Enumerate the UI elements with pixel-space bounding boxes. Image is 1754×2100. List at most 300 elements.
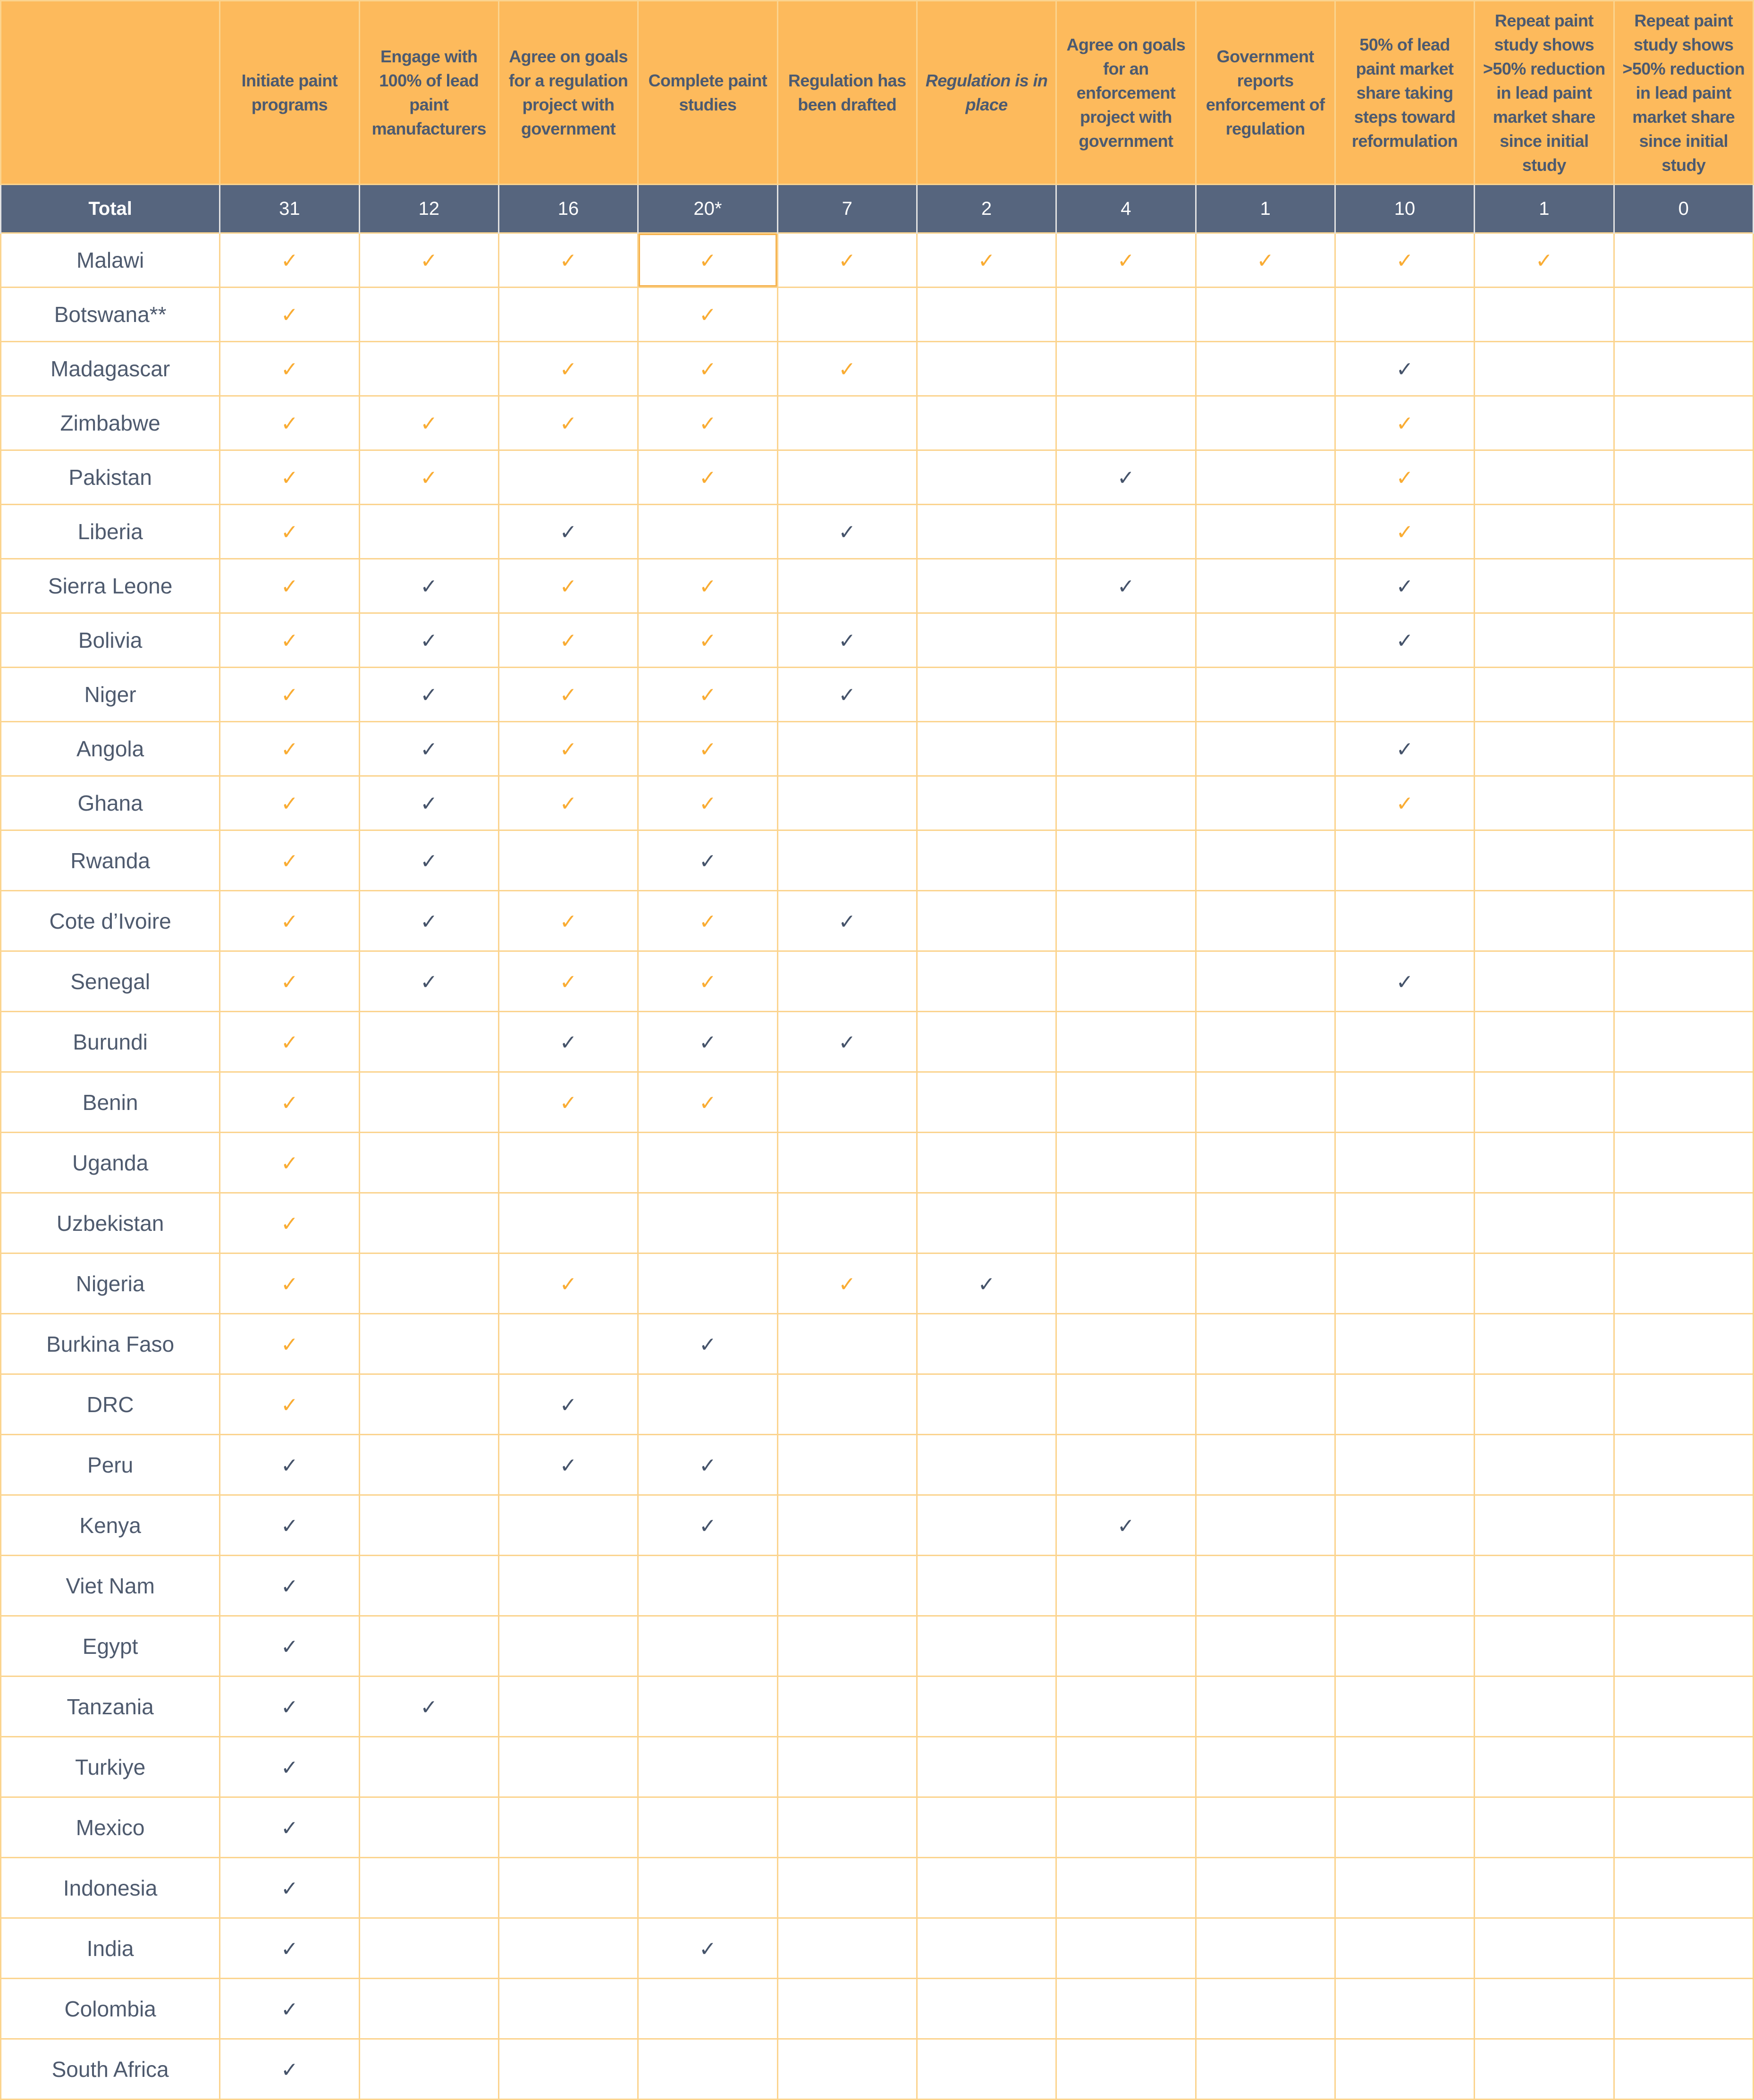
status-cell: [1056, 1133, 1196, 1193]
status-cell: [638, 288, 777, 342]
status-cell: [1475, 1979, 1614, 2039]
country-name: Cote d’Ivoire: [1, 891, 220, 951]
status-cell: [1196, 951, 1335, 1012]
status-cell: [777, 1435, 917, 1495]
country-name: Burkina Faso: [1, 1314, 220, 1374]
status-cell: [777, 450, 917, 505]
status-cell: [1056, 1556, 1196, 1616]
status-cell: [1335, 1797, 1474, 1858]
navy-check-icon: ✓: [1396, 629, 1414, 653]
orange-check-icon: ✓: [280, 1211, 298, 1236]
status-cell: [1335, 559, 1474, 613]
status-cell: [220, 1737, 359, 1797]
navy-check-icon: ✓: [838, 520, 856, 544]
status-cell: [777, 1072, 917, 1133]
status-cell: [498, 1556, 638, 1616]
country-row: [1, 951, 1754, 1012]
status-cell: [917, 951, 1056, 1012]
status-cell: [638, 722, 777, 776]
status-cell: [1335, 951, 1474, 1012]
country-row: [1, 342, 1754, 396]
status-cell: [1614, 1677, 1753, 1737]
orange-check-icon: ✓: [1396, 412, 1414, 436]
status-cell: [638, 1193, 777, 1253]
status-cell: [1056, 668, 1196, 722]
status-cell: [1196, 396, 1335, 450]
status-cell: [1335, 1133, 1474, 1193]
status-cell: [917, 1797, 1056, 1858]
column-header-6: Regulation is in place: [917, 1, 1056, 185]
orange-check-icon: ✓: [280, 1030, 298, 1055]
status-cell: [1056, 1193, 1196, 1253]
status-cell: [1335, 505, 1474, 559]
status-cell: [498, 1374, 638, 1435]
status-cell: [1335, 1072, 1474, 1133]
country-name: Liberia: [1, 505, 220, 559]
status-cell: [359, 559, 498, 613]
status-cell: [1475, 559, 1614, 613]
status-cell: [1196, 288, 1335, 342]
status-cell: [917, 830, 1056, 891]
orange-check-icon: ✓: [699, 1091, 717, 1115]
navy-check-icon: ✓: [280, 2058, 298, 2082]
country-name: Benin: [1, 1072, 220, 1133]
status-cell: [917, 288, 1056, 342]
status-cell: [777, 951, 917, 1012]
status-cell: [917, 559, 1056, 613]
orange-check-icon: ✓: [280, 1272, 298, 1296]
status-cell: [1614, 1918, 1753, 1979]
status-cell: [638, 2039, 777, 2100]
status-cell: [1335, 1677, 1474, 1737]
status-cell: [917, 1495, 1056, 1556]
status-cell: [1614, 1495, 1753, 1556]
status-cell: [1475, 2039, 1614, 2100]
status-cell: [498, 559, 638, 613]
status-cell: [638, 1133, 777, 1193]
country-row: [1, 1314, 1754, 1374]
orange-check-icon: ✓: [280, 1393, 298, 1417]
status-cell: [638, 396, 777, 450]
status-cell: [359, 776, 498, 830]
status-cell: [220, 1193, 359, 1253]
status-cell: [1614, 951, 1753, 1012]
status-cell: [1196, 1858, 1335, 1918]
status-cell: [917, 1737, 1056, 1797]
status-cell: [638, 1072, 777, 1133]
status-cell: [917, 613, 1056, 668]
status-cell: [220, 1435, 359, 1495]
status-cell: [777, 1737, 917, 1797]
country-row: [1, 891, 1754, 951]
total-value-11: 0: [1614, 185, 1753, 233]
status-cell: [1614, 1797, 1753, 1858]
orange-check-icon: ✓: [280, 412, 298, 436]
status-cell: [638, 668, 777, 722]
status-cell: [1196, 559, 1335, 613]
status-cell: [359, 288, 498, 342]
status-cell: [359, 1314, 498, 1374]
status-cell: [1614, 1012, 1753, 1072]
status-cell: [1475, 505, 1614, 559]
column-header-11: Repeat paint study shows >50% reduction in lead paint market share since initial study: [1614, 1, 1753, 185]
status-cell: [220, 233, 359, 288]
status-cell: [638, 1858, 777, 1918]
country-row: [1, 1616, 1754, 1677]
status-cell: [638, 1918, 777, 1979]
status-cell: [498, 776, 638, 830]
navy-check-icon: ✓: [559, 1453, 577, 1478]
status-cell: [1196, 2039, 1335, 2100]
orange-check-icon: ✓: [1396, 520, 1414, 544]
status-cell: [359, 1677, 498, 1737]
status-cell: [1335, 1556, 1474, 1616]
status-cell: [1475, 951, 1614, 1012]
status-cell: [359, 1374, 498, 1435]
status-cell: [1056, 450, 1196, 505]
status-cell: [1056, 2039, 1196, 2100]
status-cell: [1475, 613, 1614, 668]
navy-check-icon: ✓: [420, 792, 438, 816]
status-cell: [917, 1374, 1056, 1435]
navy-check-icon: ✓: [838, 909, 856, 934]
status-cell: [638, 951, 777, 1012]
country-name: DRC: [1, 1374, 220, 1435]
status-cell: [1196, 1193, 1335, 1253]
navy-check-icon: ✓: [838, 629, 856, 653]
status-cell: [1335, 1374, 1474, 1435]
orange-check-icon: ✓: [559, 575, 577, 599]
navy-check-icon: ✓: [280, 1997, 298, 2022]
status-cell: [1196, 342, 1335, 396]
country-name: Tanzania: [1, 1677, 220, 1737]
status-cell: [1475, 342, 1614, 396]
status-cell: [498, 1979, 638, 2039]
navy-check-icon: ✓: [699, 849, 717, 873]
status-cell: [498, 1616, 638, 1677]
orange-check-icon: ✓: [280, 629, 298, 653]
status-cell: [638, 505, 777, 559]
orange-check-icon: ✓: [559, 683, 577, 707]
country-name: Mexico: [1, 1797, 220, 1858]
orange-check-icon: ✓: [559, 909, 577, 934]
orange-check-icon: ✓: [1396, 466, 1414, 490]
country-row: [1, 1435, 1754, 1495]
country-row: [1, 288, 1754, 342]
country-row: [1, 722, 1754, 776]
orange-check-icon: ✓: [420, 466, 438, 490]
status-cell: [777, 233, 917, 288]
status-cell: [1614, 1979, 1753, 2039]
navy-check-icon: ✓: [699, 1030, 717, 1055]
navy-check-icon: ✓: [838, 683, 856, 707]
status-cell: [1056, 1253, 1196, 1314]
total-value-2: 12: [359, 185, 498, 233]
status-cell: [498, 1677, 638, 1737]
status-cell: [1056, 951, 1196, 1012]
status-cell: [1196, 613, 1335, 668]
status-cell: [1056, 559, 1196, 613]
status-cell: [1335, 1979, 1474, 2039]
country-row: [1, 1858, 1754, 1918]
status-cell: [777, 2039, 917, 2100]
country-row: [1, 1133, 1754, 1193]
country-name: Colombia: [1, 1979, 220, 2039]
status-cell: [917, 1133, 1056, 1193]
country-row: [1, 450, 1754, 505]
status-cell: [498, 951, 638, 1012]
status-cell: [1196, 1374, 1335, 1435]
status-cell: [1475, 1858, 1614, 1918]
country-name: Senegal: [1, 951, 220, 1012]
status-cell: [220, 505, 359, 559]
status-cell: [777, 1918, 917, 1979]
country-name: Angola: [1, 722, 220, 776]
country-row: [1, 1979, 1754, 2039]
navy-check-icon: ✓: [978, 1272, 995, 1296]
status-cell: [638, 830, 777, 891]
country-row: [1, 1677, 1754, 1737]
status-cell: [1335, 233, 1474, 288]
status-cell: [498, 1072, 638, 1133]
status-cell: [917, 1918, 1056, 1979]
status-cell: [1614, 668, 1753, 722]
orange-check-icon: ✓: [699, 909, 717, 934]
status-cell: [1056, 1979, 1196, 2039]
status-cell: [777, 891, 917, 951]
status-cell: [917, 450, 1056, 505]
country-name: Indonesia: [1, 1858, 220, 1918]
status-cell: [917, 1012, 1056, 1072]
status-cell: [498, 505, 638, 559]
status-cell: [220, 891, 359, 951]
total-value-4: 20*: [638, 185, 777, 233]
status-cell: [638, 1495, 777, 1556]
status-cell: [1614, 2039, 1753, 2100]
status-cell: [1335, 722, 1474, 776]
status-cell: [917, 1314, 1056, 1374]
status-cell: [777, 288, 917, 342]
navy-check-icon: ✓: [280, 1816, 298, 1840]
status-cell: [777, 1797, 917, 1858]
status-cell: [1196, 1677, 1335, 1737]
status-cell: [1196, 505, 1335, 559]
orange-check-icon: ✓: [699, 792, 717, 816]
status-cell: [1196, 1495, 1335, 1556]
country-name: Zimbabwe: [1, 396, 220, 450]
status-cell: [1196, 668, 1335, 722]
status-cell: [1475, 668, 1614, 722]
status-cell: [220, 1858, 359, 1918]
country-name: Uganda: [1, 1133, 220, 1193]
status-cell: [1196, 1072, 1335, 1133]
status-cell: [1335, 1253, 1474, 1314]
status-cell: [220, 613, 359, 668]
navy-check-icon: ✓: [280, 1937, 298, 1961]
status-cell: [498, 2039, 638, 2100]
navy-check-icon: ✓: [838, 1030, 856, 1055]
status-cell: [1056, 722, 1196, 776]
status-cell: [1335, 288, 1474, 342]
status-cell: [359, 1737, 498, 1797]
status-cell: [1196, 1314, 1335, 1374]
country-row: [1, 1253, 1754, 1314]
status-cell: [1614, 1374, 1753, 1435]
status-cell: [220, 722, 359, 776]
country-row: [1, 2039, 1754, 2100]
column-header-8: Government reports enforcement of regulation: [1196, 1, 1335, 185]
status-cell: [1335, 891, 1474, 951]
status-cell: [359, 1193, 498, 1253]
country-row: [1, 668, 1754, 722]
status-cell: [1056, 342, 1196, 396]
status-cell: [220, 951, 359, 1012]
status-cell: [498, 722, 638, 776]
status-cell: [498, 1435, 638, 1495]
status-cell: [1335, 1858, 1474, 1918]
status-cell: [498, 1314, 638, 1374]
status-cell: [498, 396, 638, 450]
status-cell: [777, 505, 917, 559]
country-row: [1, 559, 1754, 613]
orange-check-icon: ✓: [978, 249, 995, 273]
status-cell: [777, 1616, 917, 1677]
status-cell: [498, 1737, 638, 1797]
navy-check-icon: ✓: [1396, 575, 1414, 599]
country-row: [1, 1797, 1754, 1858]
status-cell: [1056, 1858, 1196, 1918]
status-cell: [1614, 233, 1753, 288]
column-header-1: Initiate paint programs: [220, 1, 359, 185]
status-cell: [220, 2039, 359, 2100]
status-cell: [1056, 1435, 1196, 1495]
status-cell: [1335, 450, 1474, 505]
status-cell: [1056, 1495, 1196, 1556]
status-cell: [359, 505, 498, 559]
navy-check-icon: ✓: [420, 1695, 438, 1719]
status-cell: [1475, 1193, 1614, 1253]
status-cell: [1335, 1012, 1474, 1072]
orange-check-icon: ✓: [1396, 249, 1414, 273]
navy-check-icon: ✓: [559, 520, 577, 544]
status-cell: [1614, 891, 1753, 951]
navy-check-icon: ✓: [420, 737, 438, 762]
status-cell: [220, 1797, 359, 1858]
status-cell: [1475, 1616, 1614, 1677]
country-name: Pakistan: [1, 450, 220, 505]
navy-check-icon: ✓: [280, 1755, 298, 1780]
status-cell: [220, 1314, 359, 1374]
status-cell: [917, 1858, 1056, 1918]
status-cell: [917, 396, 1056, 450]
status-cell: [1614, 1314, 1753, 1374]
status-cell: [1614, 342, 1753, 396]
navy-check-icon: ✓: [280, 1453, 298, 1478]
orange-check-icon: ✓: [280, 575, 298, 599]
orange-check-icon: ✓: [559, 249, 577, 273]
status-cell: [638, 613, 777, 668]
status-cell: [1475, 450, 1614, 505]
status-cell: [1196, 1435, 1335, 1495]
country-row: [1, 1374, 1754, 1435]
orange-check-icon: ✓: [280, 683, 298, 707]
status-cell: [777, 776, 917, 830]
status-cell: [1335, 396, 1474, 450]
status-cell: [359, 342, 498, 396]
country-name: Ghana: [1, 776, 220, 830]
status-cell: [1056, 1072, 1196, 1133]
navy-check-icon: ✓: [1117, 575, 1135, 599]
column-header-3: Agree on goals for a regulation project with government: [498, 1, 638, 185]
status-cell: [638, 233, 777, 288]
status-cell: [1196, 1797, 1335, 1858]
orange-check-icon: ✓: [280, 849, 298, 873]
status-cell: [917, 776, 1056, 830]
navy-check-icon: ✓: [420, 849, 438, 873]
status-cell: [498, 1012, 638, 1072]
total-value-7: 4: [1056, 185, 1196, 233]
orange-check-icon: ✓: [280, 970, 298, 994]
status-cell: [917, 2039, 1056, 2100]
status-cell: [498, 668, 638, 722]
status-cell: [1335, 1918, 1474, 1979]
status-cell: [1335, 1435, 1474, 1495]
status-cell: [777, 1314, 917, 1374]
orange-check-icon: ✓: [838, 1272, 856, 1296]
navy-check-icon: ✓: [280, 1514, 298, 1538]
orange-check-icon: ✓: [559, 792, 577, 816]
orange-check-icon: ✓: [699, 357, 717, 381]
country-row: [1, 613, 1754, 668]
country-row: [1, 776, 1754, 830]
status-cell: [1196, 830, 1335, 891]
orange-check-icon: ✓: [280, 909, 298, 934]
status-cell: [777, 613, 917, 668]
orange-check-icon: ✓: [280, 249, 298, 273]
status-cell: [1475, 1012, 1614, 1072]
status-cell: [777, 830, 917, 891]
status-cell: [1196, 1556, 1335, 1616]
status-cell: [359, 1979, 498, 2039]
orange-check-icon: ✓: [280, 737, 298, 762]
navy-check-icon: ✓: [280, 1695, 298, 1719]
status-cell: [498, 1193, 638, 1253]
country-row: [1, 1495, 1754, 1556]
status-cell: [1614, 288, 1753, 342]
status-cell: [1475, 1797, 1614, 1858]
country-name: Botswana**: [1, 288, 220, 342]
total-value-3: 16: [498, 185, 638, 233]
status-cell: [359, 396, 498, 450]
navy-check-icon: ✓: [1396, 357, 1414, 381]
orange-check-icon: ✓: [1396, 792, 1414, 816]
status-cell: [1196, 776, 1335, 830]
status-cell: [1335, 1616, 1474, 1677]
status-cell: [777, 1979, 917, 2039]
status-cell: [1196, 1918, 1335, 1979]
status-cell: [1475, 1495, 1614, 1556]
navy-check-icon: ✓: [559, 1393, 577, 1417]
status-cell: [917, 1677, 1056, 1737]
status-cell: [917, 668, 1056, 722]
status-cell: [777, 1374, 917, 1435]
orange-check-icon: ✓: [280, 1151, 298, 1176]
status-cell: [220, 668, 359, 722]
total-value-10: 1: [1475, 185, 1614, 233]
status-cell: [1475, 776, 1614, 830]
status-cell: [359, 1797, 498, 1858]
status-cell: [220, 776, 359, 830]
